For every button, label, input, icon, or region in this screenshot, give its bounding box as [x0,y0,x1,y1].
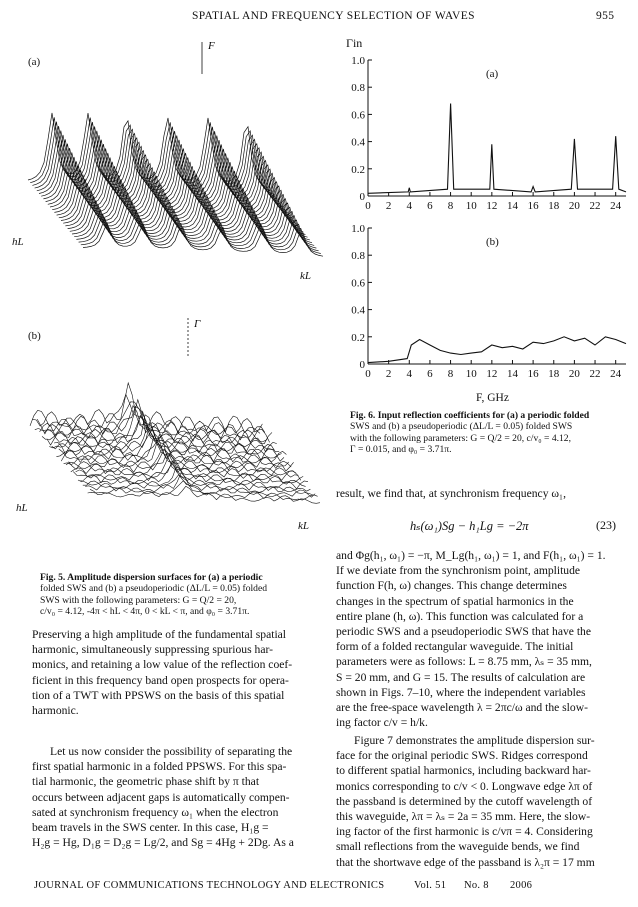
fig6-x-title: F, GHz [476,392,509,404]
text-line: beam travels in the SWS center. In this case, H₁g = [32,821,269,835]
text-line: and Φg(h₁, ω₁) = −π, M_Lg(h₁, ω₁) = 1, and F(h₁, ω₁) = 1. [336,549,606,562]
fig5-caption-line: Fig. 5. Amplitude dispersion surfaces for (a) a periodic [40,572,263,583]
x-tick-label: 22 [589,368,601,380]
fig5-caption-line: SWS with the following parameters: G = Q/2 = 20, [40,594,237,606]
x-tick-label: 12 [486,200,498,212]
y-tick-label: 0.6 [351,277,365,290]
footer-year: 2006 [510,880,533,891]
text-line: are the free-space wavelength λ = 2πc/ω and the slow- [336,701,588,715]
fig6-chart [336,34,634,409]
x-tick-label: 2 [385,200,392,212]
y-tick-label: 1.0 [351,55,365,67]
y-tick-label: 0 [359,359,365,371]
fig5b-x-axis: hL [16,502,28,514]
text-line: sated at synchronism frequency ω₁ when the electron [32,805,279,819]
text-line: occurs between adjacent gaps is automatically compen- [32,790,290,804]
page-number: 955 [596,10,615,22]
fig6-caption [350,410,620,456]
x-tick-label: 6 [427,368,433,380]
fig5-panel-a [10,34,328,290]
x-tick-label: 16 [527,200,539,212]
fig5a-label: (a) [28,56,41,68]
fig5a-z-axis: F [208,40,215,52]
fig5a-surface [10,34,328,290]
text-line: first spatial harmonic in a folded PPSWS. For this spa- [32,760,287,774]
x-tick-label: 10 [465,200,477,212]
text-line: monics corresponding to c/v < 0. Longwave edge λπ of [336,779,593,793]
fig6-y-title: Γin [346,36,363,50]
text-line: form of a folded rectangular waveguide. The initial [336,640,574,654]
running-title: SPATIAL AND FREQUENCY SELECTION OF WAVES [192,10,475,22]
text-line: entire plane (h, ω). This function was calculated for a [336,609,584,623]
text-line: tion of a TWT with PPSWS on the basis of this spatial [32,688,285,702]
text-line: small reflections from the waveguide bends, we find [336,840,580,854]
text-line: that the shortwave edge of the passband is λ₂π = 17 mm [336,855,595,869]
text-line: the passband is determined by the cutoff wavelength of [336,794,593,808]
text-line: Let us now consider the possibility of separating the [50,745,293,758]
x-tick-label: 20 [568,368,580,380]
x-tick-label: 10 [465,368,477,380]
text-line: H₂g = Hg, D₁g = D₂g = Lg/2, and Sg = 4Hg + 2Dg. As a [32,836,294,850]
fig6-svg [336,34,634,409]
fig6-caption-line: with the following parameters: G = Q/2 = 20, c/v₀ = 4.12, [350,432,572,444]
x-tick-label: 18 [548,200,560,212]
fig6-caption-line: Fig. 6. Input reflection coefficients for (a) a periodic folded [350,410,590,421]
fig5-caption-line: c/v₀ = 4.12, -4π < hL < 4π, 0 < kL < π, and φ₀ = 3.71π. [40,606,250,618]
x-tick-label: 24 [610,200,622,212]
fig5b-label: (b) [28,330,41,342]
x-tick-label: 6 [427,200,433,212]
y-tick-label: 1.0 [351,223,365,235]
x-tick-label: 12 [486,368,498,380]
surface-mesh-line [90,486,320,503]
x-tick-label: 0 [365,368,371,380]
y-tick-label: 0.6 [351,109,365,122]
text-line: If we deviate from the synchronism point, amplitude [336,564,581,578]
y-tick-label: 0.4 [351,304,365,317]
footer-number: No. 8 [464,880,489,891]
text-line: changes in the spectrum of spatial harmonics in the [336,594,574,608]
text-line: ing factor c/v = h/k. [336,716,428,730]
x-tick-label: 22 [589,200,601,212]
x-tick-label: 4 [406,368,413,380]
x-tick-label: 24 [610,368,622,380]
footer-volume: Vol. 51 [414,880,447,891]
text-line: periodic SWS and a pseudoperiodic SWS that have the [336,625,592,639]
x-tick-label: 4 [406,200,413,212]
fig5a-y-axis: kL [300,270,311,282]
x-tick-label: 0 [365,200,371,212]
text-line: tial harmonic, the geometric phase shift by π that [32,775,260,789]
x-tick-label: 8 [447,200,454,212]
text-line: harmonic, simultaneously suppressing spurious har- [32,643,273,657]
x-tick-label: 20 [568,200,580,212]
equation-intro: result, we find that, at synchronism frequency ω₁, [336,487,566,500]
x-tick-label: 16 [527,368,539,380]
fig5-panel-b [10,316,328,566]
y-tick-label: 0.4 [351,136,365,149]
left-column-para-1 [32,627,322,718]
text-line: ficient in this frequency band open prospects for opera- [32,673,289,687]
x-tick-label: 14 [506,368,518,380]
fig5-caption-line: folded SWS and (b) a pseudoperiodic (ΔL/L = 0.05) folded [40,583,268,595]
left-column-para-2 [32,744,322,850]
fig6-caption-line: SWS and (b) a pseudoperiodic (ΔL/L = 0.05) folded SWS [350,421,573,433]
right-column-para-1 [336,548,630,730]
fig5b-z-axis: Γ [194,318,201,330]
equation-number: (23) [596,518,616,532]
text-line: Preserving a high amplitude of the fundamental spatial [32,628,287,641]
y-tick-label: 0 [359,191,365,203]
text-line: Figure 7 demonstrates the amplitude dispersion sur- [354,734,595,747]
footer-journal: JOURNAL OF COMMUNICATIONS TECHNOLOGY AND ELECTRONICS [34,880,385,891]
fig5-caption [40,572,292,618]
x-tick-label: 2 [385,368,392,380]
right-column-para-2 [336,733,630,870]
text-line: this waveguide, λπ = λₛ = 2a = 35 mm. Here, the slow- [336,810,591,824]
fig5a-x-axis: hL [12,236,24,248]
series-line [368,104,626,194]
text-line: S = 20 mm, and G = 15. The results of calculation are [336,670,586,684]
fig5b-y-axis: kL [298,520,309,532]
x-tick-label: 14 [506,200,518,212]
y-tick-label: 0.8 [351,250,365,263]
text-line: to different spatial harmonics, including backward har- [336,764,591,778]
text-line: monics, and retaining a low value of the reflection coef- [32,658,293,672]
y-tick-label: 0.2 [351,163,365,176]
y-tick-label: 0.2 [351,331,365,344]
surface-mesh-line [40,407,270,443]
text-line: shown in Figs. 7–10, where the independent variables [336,685,586,699]
series-line [368,337,626,363]
text-line: face for the original periodic SWS. Ridges correspond [336,749,588,763]
surface-mesh-line [81,219,321,254]
fig6b-label: (b) [486,236,499,248]
fig5b-surface [10,316,328,566]
surface-mesh-line [30,394,260,433]
text-line: parameters were as follows: L = 8.75 mm, λₛ = 35 mm, [336,655,592,669]
fig6-caption-line: Γ = 0.015, and φ₀ = 3.71π. [350,444,452,456]
fig6a-label: (a) [486,68,499,80]
x-tick-label: 18 [548,368,560,380]
text-line: function F(h, ω) changes. This change determines [336,579,567,593]
x-tick-label: 8 [447,368,454,380]
text-line: ing factor of the first harmonic is c/vπ = 4. Considering [336,825,593,839]
equation-23: hₛ(ω₁)Sg − h₁Lg = −2π [410,519,529,533]
y-tick-label: 0.8 [351,82,365,95]
text-line: harmonic. [32,704,79,718]
